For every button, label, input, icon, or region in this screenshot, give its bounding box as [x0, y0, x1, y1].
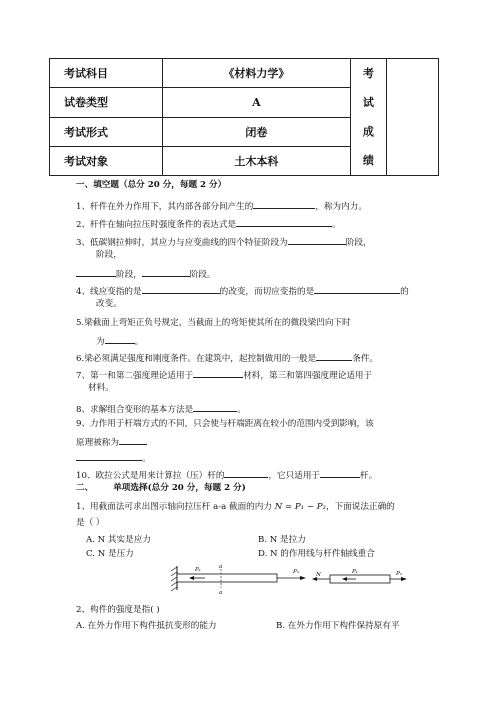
- section1-heading: 一、填空题（总分 20 分，每题 2 分）: [76, 180, 227, 190]
- formula: N = P₁ − P₂: [274, 502, 327, 512]
- answer-blank[interactable]: [288, 235, 346, 245]
- question-5: 5.梁截面上弯矩正负号规定，当截面上的弯矩使其所在的微段梁凹向下时: [76, 318, 351, 328]
- answer-blank[interactable]: [193, 402, 237, 412]
- force-label-p1-right: P₁: [352, 569, 358, 575]
- force-label-p1: P₁: [195, 567, 201, 573]
- answer-blank[interactable]: [142, 284, 220, 294]
- answer-blank[interactable]: [142, 267, 190, 277]
- answer-blank[interactable]: [320, 468, 360, 478]
- exam-form-label: 考试形式: [50, 117, 163, 146]
- answer-blank[interactable]: [316, 351, 352, 361]
- answer-blank[interactable]: [105, 334, 135, 344]
- question-10: 10、欧拉公式是用来计算拉（压）杆的 ，它只适用于 杆。: [76, 468, 377, 482]
- subject-value: 《材料力学》: [163, 59, 350, 88]
- question-3-cont2: 阶段， 阶段。: [76, 267, 216, 281]
- question-2: 2、杆件在轴向拉压时强度条件的表达式是 。: [76, 217, 341, 231]
- section-label-a-bottom: a: [219, 590, 223, 596]
- bar-figure-left: [165, 562, 315, 596]
- force-label-p2: P₂: [293, 569, 299, 575]
- answer-blank[interactable]: [224, 468, 268, 478]
- exam-form-value: 闭卷: [163, 117, 350, 146]
- exam-target-value: 土木本科: [163, 146, 350, 175]
- question-4: 4、线应变指的是 的改变，而切应变指的是 的: [76, 284, 409, 298]
- option-b[interactable]: B. N 是拉力: [258, 535, 306, 545]
- option-d[interactable]: D. N 的作用线与杆件轴线重合: [258, 549, 375, 559]
- force-label-n: N: [316, 572, 321, 578]
- question-5-cont: 为 。: [96, 334, 143, 348]
- answer-blank[interactable]: [314, 284, 400, 294]
- mc-question-2: 2、构件的强度是指( ): [76, 605, 160, 615]
- question-3: 3、低碳钢拉伸时，其应力与应变曲线的四个特征阶段为 阶段，: [76, 235, 372, 249]
- paper-type-value: A: [163, 88, 350, 117]
- force-label-p2-right: P₂: [396, 571, 402, 577]
- bar-figure-right: [308, 566, 408, 594]
- exam-info-table: [49, 58, 439, 176]
- option-a[interactable]: A. N 其实是应力: [86, 535, 151, 545]
- question-1: 1、杆件在外力作用下，其内部各部分间产生的 ，称为内力。: [76, 199, 367, 213]
- question-6: 6.梁必须满足强度和刚度条件。在建筑中，起控制做用的一般是 条件。: [76, 351, 378, 365]
- question-7-cont: 材料。: [88, 383, 114, 393]
- exam-target-label: 考试对象: [50, 146, 163, 175]
- question-9-cont2: 。: [76, 451, 151, 465]
- answer-blank[interactable]: [119, 435, 147, 445]
- mc-question-1-cont: 是（ ）: [76, 518, 105, 528]
- answer-blank[interactable]: [193, 368, 243, 378]
- option-c[interactable]: C. N 是压力: [86, 549, 134, 559]
- answer-blank[interactable]: [253, 199, 315, 209]
- option-b[interactable]: B. 在外力作用下构件保持原有平: [276, 621, 400, 631]
- score-box[interactable]: [387, 59, 439, 176]
- question-9: 9、力作用于杆端方式的不同，只会使与杆端距离在较小的范围内受到影响，该: [76, 419, 374, 429]
- question-7: 7、第一和第二强度理论适用于 材料，第三和第四强度理论适用于: [76, 368, 372, 382]
- score-label: 考 试 成 绩: [350, 59, 386, 176]
- section-label-a-top: a: [219, 564, 223, 570]
- question-4-cont: 改变。: [96, 299, 122, 309]
- answer-blank[interactable]: [76, 267, 116, 277]
- question-3-cont: 阶段，: [96, 250, 122, 260]
- answer-blank[interactable]: [236, 217, 332, 227]
- answer-blank[interactable]: [76, 451, 142, 461]
- option-a[interactable]: A. 在外力作用下构件抵抗变形的能力: [76, 621, 217, 631]
- question-8: 8、求解组合变形的基本方法是 。: [76, 402, 246, 416]
- question-9-cont: 原理被称为: [76, 435, 147, 449]
- section2-heading: 二、 单项选择(总分 20 分，每题 2 分): [76, 483, 246, 493]
- subject-label: 考试科目: [50, 59, 163, 88]
- mc-question-1: 1、用截面法可求出图示轴向拉压杆 a-a 截面的内力 N = P₁ − P₂，下面说法正确的: [76, 502, 395, 512]
- paper-type-label: 试卷类型: [50, 88, 163, 117]
